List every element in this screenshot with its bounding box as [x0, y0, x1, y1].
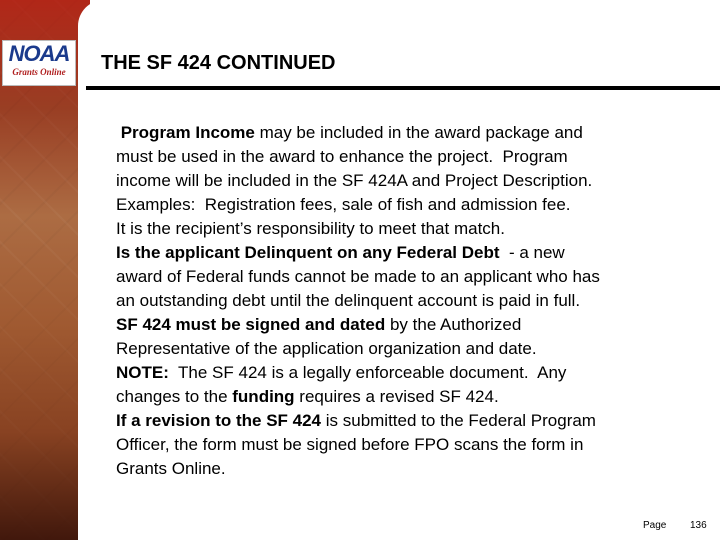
body-text: Representative of the application organization and date. — [116, 339, 537, 358]
body-text: Officer, the form must be signed before FPO scans the form in — [116, 435, 584, 454]
body-line — [116, 385, 600, 409]
body-text: - a new — [499, 243, 565, 262]
body-line — [116, 169, 600, 193]
body-line — [116, 313, 600, 337]
body-text: Examples: Registration fees, sale of fish and admission fee. — [116, 195, 571, 214]
logo-text: NOAA — [8, 41, 70, 66]
bold-text: SF 424 must be signed and dated — [116, 315, 386, 334]
body-line — [116, 289, 600, 313]
noaa-grants-online-logo — [2, 40, 76, 86]
body-text: by the Authorized — [385, 315, 522, 334]
body-text: changes to the — [116, 387, 233, 406]
body-line — [116, 409, 600, 433]
page-label: Page — [643, 520, 667, 531]
body-line — [116, 145, 600, 169]
body-line — [116, 457, 600, 481]
body-text: an outstanding debt until the delinquent account is paid in full. — [116, 291, 581, 310]
body-text: is submitted to the Federal Program — [321, 411, 596, 430]
bold-text: Program Income — [116, 123, 255, 142]
logo-subtitle: Grants Online — [12, 67, 66, 77]
body-line — [116, 337, 600, 361]
body-text: award of Federal funds cannot be made to an applicant who has — [116, 267, 600, 286]
body-text: must be used in the award to enhance the project. Program — [116, 147, 568, 166]
bold-text: Is the applicant Delinquent on any Federal Debt — [116, 243, 500, 262]
body-line — [116, 121, 600, 145]
slide-title: THE SF 424 CONTINUED — [101, 52, 336, 74]
body-line — [116, 433, 600, 457]
body-text: The SF 424 is a legally enforceable document. Any — [168, 363, 567, 382]
body-text: may be included in the award package and — [254, 123, 583, 142]
body-line — [116, 265, 600, 289]
body-line — [116, 193, 600, 217]
bold-text: If a revision to the SF 424 — [116, 411, 322, 430]
body-text: requires a revised SF 424. — [294, 387, 499, 406]
body-line — [116, 241, 600, 265]
title-divider — [86, 86, 720, 90]
bold-text: NOTE: — [116, 363, 169, 382]
body-text: Grants Online. — [116, 459, 226, 478]
slide-body — [116, 121, 600, 481]
body-line — [116, 361, 600, 385]
body-line — [116, 217, 600, 241]
body-text: It is the recipient’s responsibility to meet that match. — [116, 219, 505, 238]
body-text: income will be included in the SF 424A and Project Description. — [116, 171, 593, 190]
bold-text: funding — [232, 387, 295, 406]
page-number: 136 — [690, 520, 707, 531]
